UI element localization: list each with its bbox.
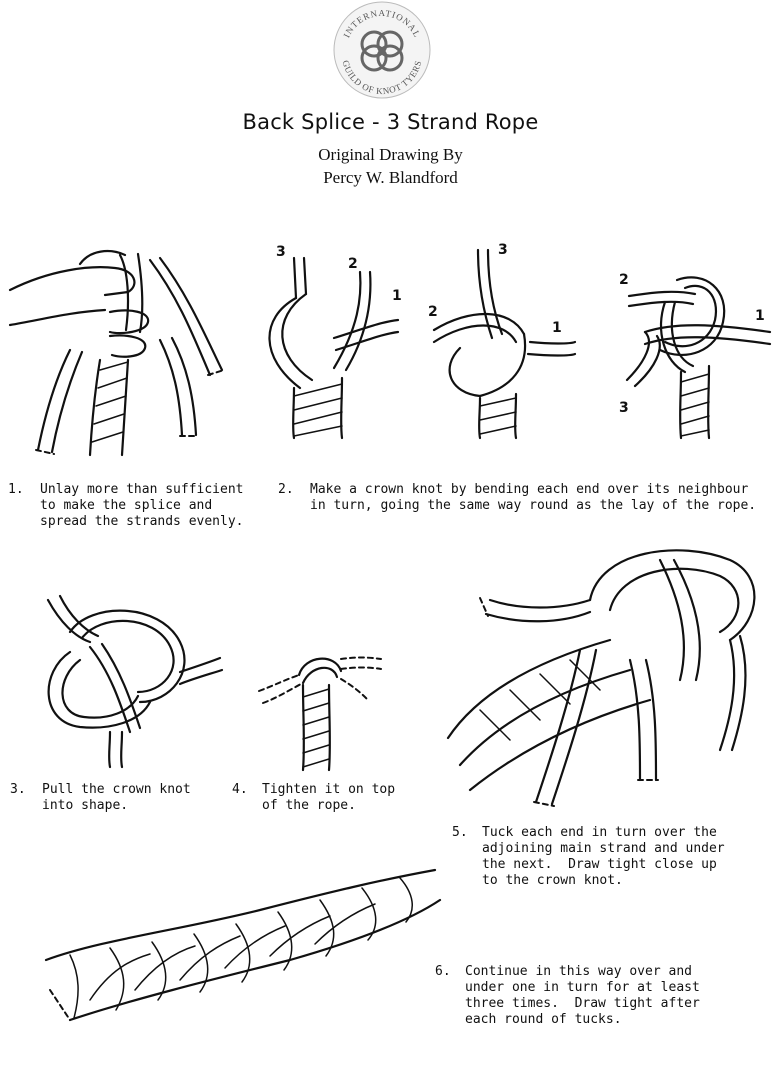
step-3-number: 3.: [10, 782, 26, 797]
fig4-label-3: 3: [619, 400, 629, 416]
figure-6-crown-tightened: [255, 645, 395, 775]
step-5-number: 5.: [452, 825, 468, 840]
step-3-line-1: Pull the crown knot: [42, 782, 191, 797]
step-2-line-2: in turn, going the same way round as the lay of the rope.: [310, 498, 757, 513]
byline-line-2: Percy W. Blandford: [323, 168, 458, 187]
logo-text-bottom: GUILD OF KNOT TYERS: [340, 59, 424, 97]
step-2-line-1: Make a crown knot by bending each end over its neighbour: [310, 482, 749, 497]
step-6-line-4: each round of tucks.: [465, 1012, 622, 1027]
step-1-line-3: spread the strands evenly.: [40, 514, 244, 529]
step-5-line-1: Tuck each end in turn over the: [482, 825, 717, 840]
step-1-caption: [8, 482, 244, 572]
step-1-line-1: Unlay more than sufficient: [40, 482, 244, 497]
step-6-line-3: three times. Draw tight after: [465, 996, 700, 1011]
fig4-label-1: 1: [755, 308, 765, 324]
step-6-line-2: under one in turn for at least: [465, 980, 700, 995]
fig2-label-2: 2: [348, 256, 358, 272]
guild-logo: [330, 0, 434, 100]
step-3-line-2: into shape.: [42, 798, 129, 813]
logo-text-top: INTERNATIONAL: [341, 7, 423, 40]
byline-line-1: Original Drawing By: [318, 145, 463, 164]
fig4-label-2: 2: [619, 272, 629, 288]
figure-2-start-crown: [250, 238, 410, 443]
step-4-caption: [232, 782, 396, 857]
figure-3-crown-continued: [420, 238, 590, 443]
step-6-line-1: Continue in this way over and: [465, 964, 692, 979]
figure-8-finished-splice: [40, 850, 445, 1035]
fig2-label-1: 1: [392, 288, 402, 304]
fig3-label-3: 3: [498, 242, 508, 258]
fig3-label-1: 1: [552, 320, 562, 336]
step-6-caption: [435, 964, 700, 1069]
step-5-caption: [452, 825, 725, 930]
fig2-label-3: 3: [276, 244, 286, 260]
figure-7-tucking: [440, 540, 775, 810]
page-title: Back Splice - 3 Strand Rope: [242, 110, 539, 134]
step-5-line-4: to the crown knot.: [482, 873, 623, 888]
figure-4-crown-formed: [605, 262, 775, 444]
step-3-caption: [10, 782, 191, 857]
figure-1-unlay-strands: [10, 240, 250, 465]
step-4-line-2: of the rope.: [262, 798, 356, 813]
step-1-line-2: to make the splice and: [40, 498, 213, 513]
step-4-number: 4.: [232, 782, 248, 797]
step-2-number: 2.: [278, 482, 294, 497]
step-5-line-3: the next. Draw tight close up: [482, 857, 717, 872]
figure-5-crown-shaped: [30, 592, 230, 772]
step-6-number: 6.: [435, 964, 451, 979]
step-5-line-2: adjoining main strand and under: [482, 841, 725, 856]
step-1-number: 1.: [8, 482, 24, 497]
step-4-line-1: Tighten it on top: [262, 782, 396, 797]
fig3-label-2: 2: [428, 304, 438, 320]
step-2-caption: [278, 482, 757, 557]
